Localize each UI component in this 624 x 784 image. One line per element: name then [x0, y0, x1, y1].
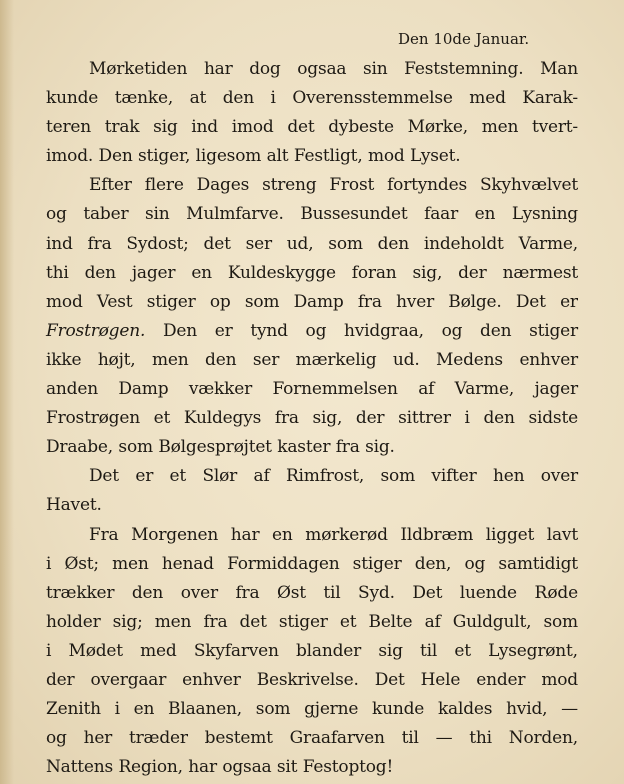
word: enhver — [519, 349, 578, 370]
word: Syd. — [358, 582, 395, 603]
word: over — [540, 466, 578, 487]
word: streng — [262, 175, 317, 196]
word: Vest — [96, 291, 133, 312]
word: Lysning — [511, 204, 578, 225]
word: jager — [131, 262, 176, 283]
word: Festligt, — [293, 146, 363, 167]
word: Bølgesprøjtet — [158, 437, 272, 458]
word: Frost — [329, 175, 375, 196]
word: sig — [378, 640, 403, 661]
word: Fornemmelsen — [272, 379, 398, 400]
word: ser — [245, 233, 272, 254]
word: tænke, — [114, 88, 174, 109]
word: taber — [83, 204, 129, 225]
word: anden — [46, 379, 98, 400]
word: imod. — [46, 146, 94, 167]
word: Slør — [202, 466, 238, 487]
word: i — [270, 88, 276, 109]
word: stiger — [278, 611, 328, 632]
word: faar — [424, 204, 458, 225]
word: jager — [534, 379, 578, 400]
word: Bølge. — [448, 291, 502, 312]
word: Kuldeskygge — [227, 262, 336, 283]
word: der — [46, 669, 75, 690]
word: sig — [153, 117, 178, 138]
word: — — [435, 728, 453, 749]
word: den, — [414, 553, 452, 574]
word: et — [339, 611, 357, 632]
word: og — [305, 320, 327, 341]
word: Karak- — [522, 88, 578, 109]
word: Skyhvælvet — [479, 175, 578, 196]
text-line — [46, 113, 578, 142]
text-line — [46, 317, 578, 346]
word: det — [203, 233, 231, 254]
word: som — [328, 233, 363, 254]
word: har — [230, 524, 260, 545]
text-line — [46, 346, 578, 375]
word: Festoptog! — [302, 757, 394, 778]
word: et — [454, 640, 471, 661]
word: af — [253, 466, 270, 487]
word: Havet. — [46, 495, 102, 516]
text-line — [46, 608, 578, 637]
word: teren — [46, 117, 92, 138]
word: af — [418, 379, 435, 400]
word: træder — [128, 728, 188, 749]
word: Øst — [276, 582, 306, 603]
word: fra — [235, 582, 260, 603]
text-line — [46, 491, 578, 520]
word: sin — [145, 204, 170, 225]
word: Frostrøgen — [46, 408, 140, 429]
text-line — [46, 433, 578, 462]
word: Det — [89, 466, 119, 487]
word: som — [543, 611, 578, 632]
word: er — [214, 320, 233, 341]
word: som — [380, 466, 416, 487]
word: Guldgult, — [452, 611, 532, 632]
word: det — [287, 117, 315, 138]
word: thi — [469, 728, 492, 749]
word: sittrer — [398, 408, 451, 429]
word: i — [464, 408, 470, 429]
word: gjerne — [304, 699, 359, 720]
word: Lysegrønt, — [488, 640, 578, 661]
word: med — [469, 88, 506, 109]
word: — — [561, 699, 578, 720]
word: som — [255, 699, 291, 720]
word: fra — [203, 611, 228, 632]
word: et — [153, 408, 171, 429]
text-line — [46, 230, 578, 259]
word: thi — [46, 262, 69, 283]
word: Fra — [89, 524, 119, 545]
word: i — [114, 699, 120, 720]
word: mærkelig — [295, 349, 377, 370]
word: fra — [335, 437, 360, 458]
word: det — [239, 611, 267, 632]
word: mod — [367, 146, 405, 167]
word: men — [152, 349, 189, 370]
word: sig, — [312, 408, 343, 429]
word: stiger — [529, 320, 578, 341]
word: tvert- — [531, 117, 578, 138]
word: Skyfarven — [193, 640, 279, 661]
word: Damp — [118, 379, 169, 400]
text-line — [46, 521, 578, 550]
word: Efter — [89, 175, 132, 196]
word: den — [205, 349, 237, 370]
word: Det — [374, 669, 405, 690]
word: fortyndes — [387, 175, 467, 196]
word: op — [209, 291, 231, 312]
word: henad — [161, 553, 214, 574]
text-line — [46, 84, 578, 113]
word: sig, — [412, 262, 443, 283]
word: en — [474, 204, 496, 225]
word: ligesom — [195, 146, 262, 167]
word: Feststemning. — [404, 59, 524, 79]
word: trak — [104, 117, 140, 138]
word: sit — [276, 757, 298, 778]
word: er — [135, 466, 154, 487]
word: i — [46, 553, 52, 574]
word: ind — [46, 233, 73, 254]
word: en — [133, 699, 155, 720]
word: enhver — [182, 669, 241, 690]
word: den — [483, 408, 515, 429]
word: Man — [540, 59, 578, 79]
word: ogsaa — [222, 757, 272, 778]
word: Varme, — [454, 379, 515, 400]
word: der — [458, 262, 487, 283]
word: Beskrivelse. — [256, 669, 359, 690]
word: den — [84, 262, 116, 283]
word: og — [464, 553, 486, 574]
word: men — [112, 553, 149, 574]
word: imod — [231, 117, 274, 138]
word: hvidgraa, — [344, 320, 424, 341]
word: har — [188, 757, 217, 778]
word: er — [560, 291, 578, 312]
word: sig. — [365, 437, 395, 458]
text-line — [46, 695, 578, 724]
word: indeholdt — [423, 233, 504, 254]
word: ikke — [46, 349, 82, 370]
text-line — [46, 171, 578, 200]
word: Øst; — [64, 553, 99, 574]
word: hen — [492, 466, 525, 487]
word: kunde — [46, 88, 99, 109]
word: kaldes — [437, 699, 493, 720]
word: Formiddagen — [227, 553, 340, 574]
page-header-date: Den 10de Januar. — [398, 30, 530, 48]
word: Lyset. — [410, 146, 461, 167]
word: holder — [46, 611, 101, 632]
word: kunde — [372, 699, 425, 720]
word: Frostrøgen. — [46, 320, 146, 341]
word: Damp — [293, 291, 344, 312]
word: Blaanen, — [168, 699, 243, 720]
word: Morgenen — [131, 524, 219, 545]
word: Region, — [118, 757, 183, 778]
text-line — [46, 259, 578, 288]
word: en — [272, 524, 293, 545]
word: der — [355, 408, 385, 429]
text-line — [46, 142, 578, 171]
text-line — [46, 288, 578, 317]
word: fra — [357, 291, 382, 312]
word: en — [191, 262, 212, 283]
word: og — [46, 728, 67, 749]
word: Sydost; — [126, 233, 189, 254]
text-line — [46, 200, 578, 229]
word: ud. — [392, 349, 420, 370]
page-gutter-shadow — [0, 0, 14, 784]
word: højt, — [97, 349, 136, 370]
word: sidste — [528, 408, 578, 429]
word: Det — [412, 582, 443, 603]
word: ind — [191, 117, 218, 138]
word: til — [420, 640, 438, 661]
word: tynd — [250, 320, 288, 341]
word: alt — [266, 146, 289, 167]
word: luende — [459, 582, 517, 603]
word: her — [83, 728, 113, 749]
word: Norden, — [508, 728, 578, 749]
word: Hele — [420, 669, 461, 690]
word: over — [180, 582, 218, 603]
word: et — [169, 466, 187, 487]
word: mørkerød — [305, 524, 388, 545]
word: Mørketiden — [89, 59, 188, 79]
word: Bussesundet — [300, 204, 408, 225]
word: Det — [515, 291, 546, 312]
word: hver — [396, 291, 435, 312]
word: sig; — [112, 611, 143, 632]
word: Rimfrost, — [285, 466, 365, 487]
text-line — [46, 579, 578, 608]
word: blander — [296, 640, 362, 661]
word: Dages — [196, 175, 250, 196]
word: Belte — [368, 611, 413, 632]
word: den — [377, 233, 409, 254]
word: som — [244, 291, 280, 312]
word: Kuldegys — [183, 408, 262, 429]
word: flere — [144, 175, 184, 196]
text-line — [46, 404, 578, 433]
word: foran — [351, 262, 397, 283]
word: dog — [249, 59, 281, 79]
word: Den — [162, 320, 197, 341]
word: den — [480, 320, 512, 341]
word: mod — [541, 669, 578, 690]
word: Ildbræm — [400, 524, 474, 545]
word: Zenith — [46, 699, 101, 720]
word: ser — [252, 349, 280, 370]
word: i — [46, 640, 52, 661]
text-line — [46, 666, 578, 695]
word: bestemt — [204, 728, 273, 749]
word: Overensstemmelse — [292, 88, 453, 109]
word: Graafarven — [289, 728, 385, 749]
text-line — [46, 724, 578, 753]
body-text — [46, 55, 578, 782]
word: stiger — [352, 553, 402, 574]
word: Mulmfarve. — [186, 204, 284, 225]
text-line — [46, 462, 578, 491]
word: stiger, — [138, 146, 191, 167]
word: at — [189, 88, 207, 109]
word: men — [154, 611, 192, 632]
word: vækker — [188, 379, 253, 400]
word: til — [323, 582, 341, 603]
word: har — [203, 59, 233, 79]
word: til — [401, 728, 419, 749]
word: vifter — [431, 466, 477, 487]
word: Draabe, — [46, 437, 113, 458]
word: sin — [363, 59, 388, 79]
word: Nattens — [46, 757, 114, 778]
word: overgaar — [90, 669, 167, 690]
word: mod — [46, 291, 83, 312]
word: fra — [87, 233, 112, 254]
word: hvid, — [506, 699, 548, 720]
word: den — [131, 582, 164, 603]
word: ud, — [286, 233, 314, 254]
text-line — [46, 55, 578, 84]
word: fra — [274, 408, 299, 429]
word: nærmest — [502, 262, 578, 283]
word: og — [46, 204, 67, 225]
word: stiger — [146, 291, 196, 312]
word: ogsaa — [297, 59, 347, 79]
word: med — [140, 640, 177, 661]
word: ligget — [485, 524, 535, 545]
word: lavt — [546, 524, 578, 545]
word: den — [222, 88, 254, 109]
word: som — [118, 437, 153, 458]
word: af — [424, 611, 441, 632]
word: Varme, — [518, 233, 578, 254]
text-line — [46, 375, 578, 404]
word: Mørke, — [407, 117, 468, 138]
word: Røde — [534, 582, 578, 603]
word: Medens — [436, 349, 503, 370]
word: og — [441, 320, 463, 341]
text-line — [46, 637, 578, 666]
word: ender — [476, 669, 526, 690]
word: Mødet — [68, 640, 123, 661]
text-line — [46, 753, 578, 782]
word: samtidigt — [498, 553, 578, 574]
word: men — [481, 117, 519, 138]
text-line — [46, 550, 578, 579]
word: Den — [98, 146, 133, 167]
word: trækker — [46, 582, 115, 603]
word: dybeste — [328, 117, 394, 138]
word: kaster — [277, 437, 331, 458]
